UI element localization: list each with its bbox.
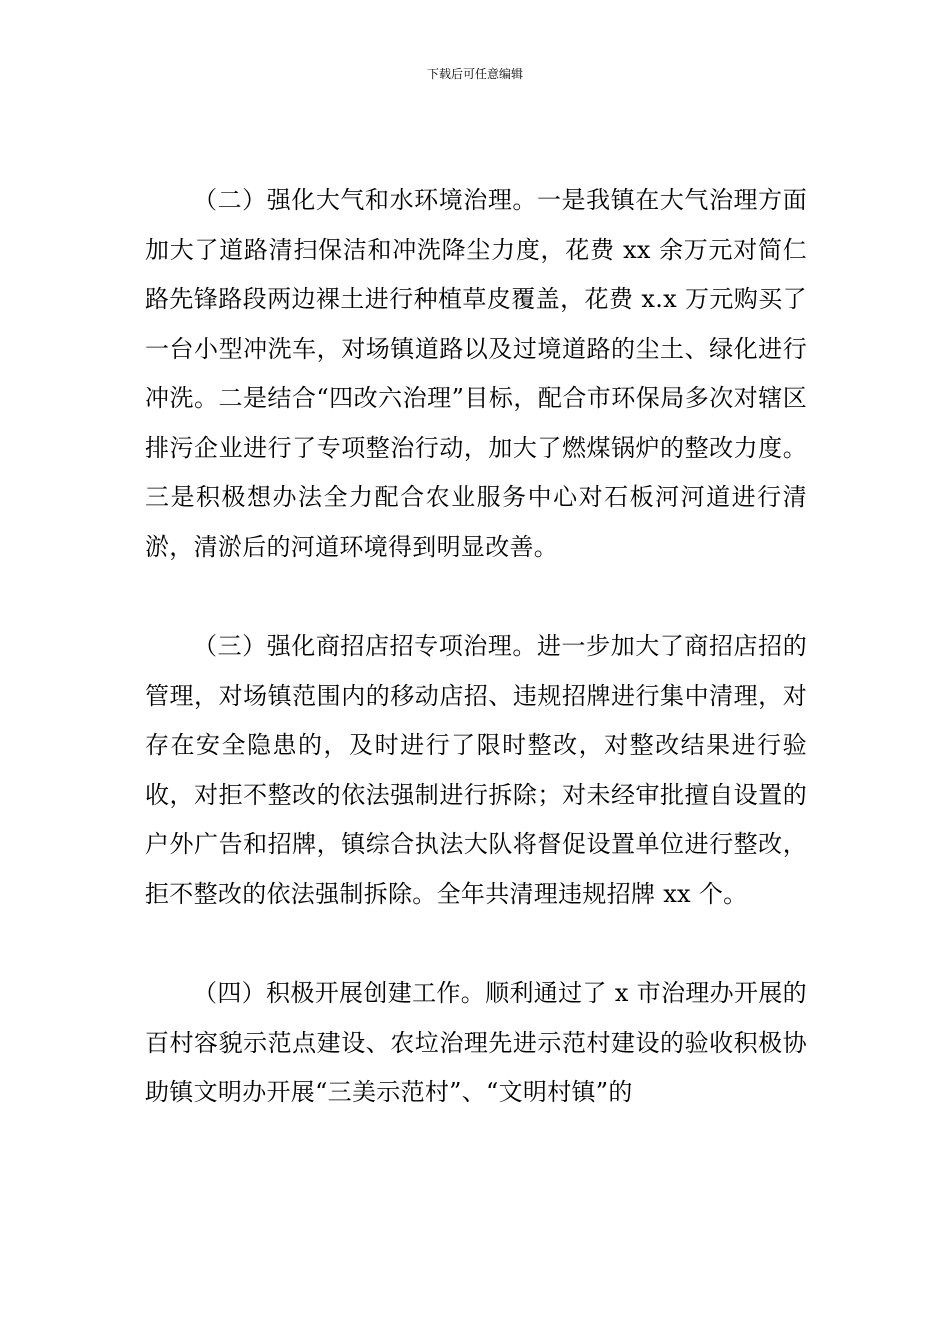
page-header: 下载后可任意编辑: [426, 67, 523, 81]
paragraph-air-water-governance: （二）强化大气和水环境治理。一是我镇在大气治理方面加大了道路清扫保洁和冲洗降尘力度，花费 xx 余万元对简仁路先锋路段两边裸土进行种植草皮覆盖，花费 x.x 万元购买了一台小型冲洗车，对场镇道路以及过境道路的尘土、绿化进行冲洗。二是结合“四改六治理”目标，配合市环保局多次对辖区排污企业进行了专项整治行动，加大了燃煤锅炉的整改力度。三是积极想办法全力配合农业服务中心对石板河河道进行清淤，清淤后的河道环境得到明显改善。: [145, 186, 807, 561]
paragraph-signboard-governance: （三）强化商招店招专项治理。进一步加大了商招店招的管理，对场镇范围内的移动店招、违规招牌进行集中清理，对存在安全隐患的，及时进行了限时整改，对整改结果进行验收，对拒不整改的依法强制进行拆除；对未经审批擅自设置的户外广告和招牌，镇综合执法大队将督促设置单位进行整改，拒不整改的依法强制拆除。全年共清理违规招牌 xx 个。: [145, 632, 807, 908]
paragraph-creation-work: （四）积极开展创建工作。顺利通过了 x 市治理办开展的百村容貌示范点建设、农垃治理先进示范村建设的验收积极协助镇文明办开展“三美示范村”、“文明村镇”的: [145, 979, 807, 1106]
document-body: [145, 176, 807, 1168]
